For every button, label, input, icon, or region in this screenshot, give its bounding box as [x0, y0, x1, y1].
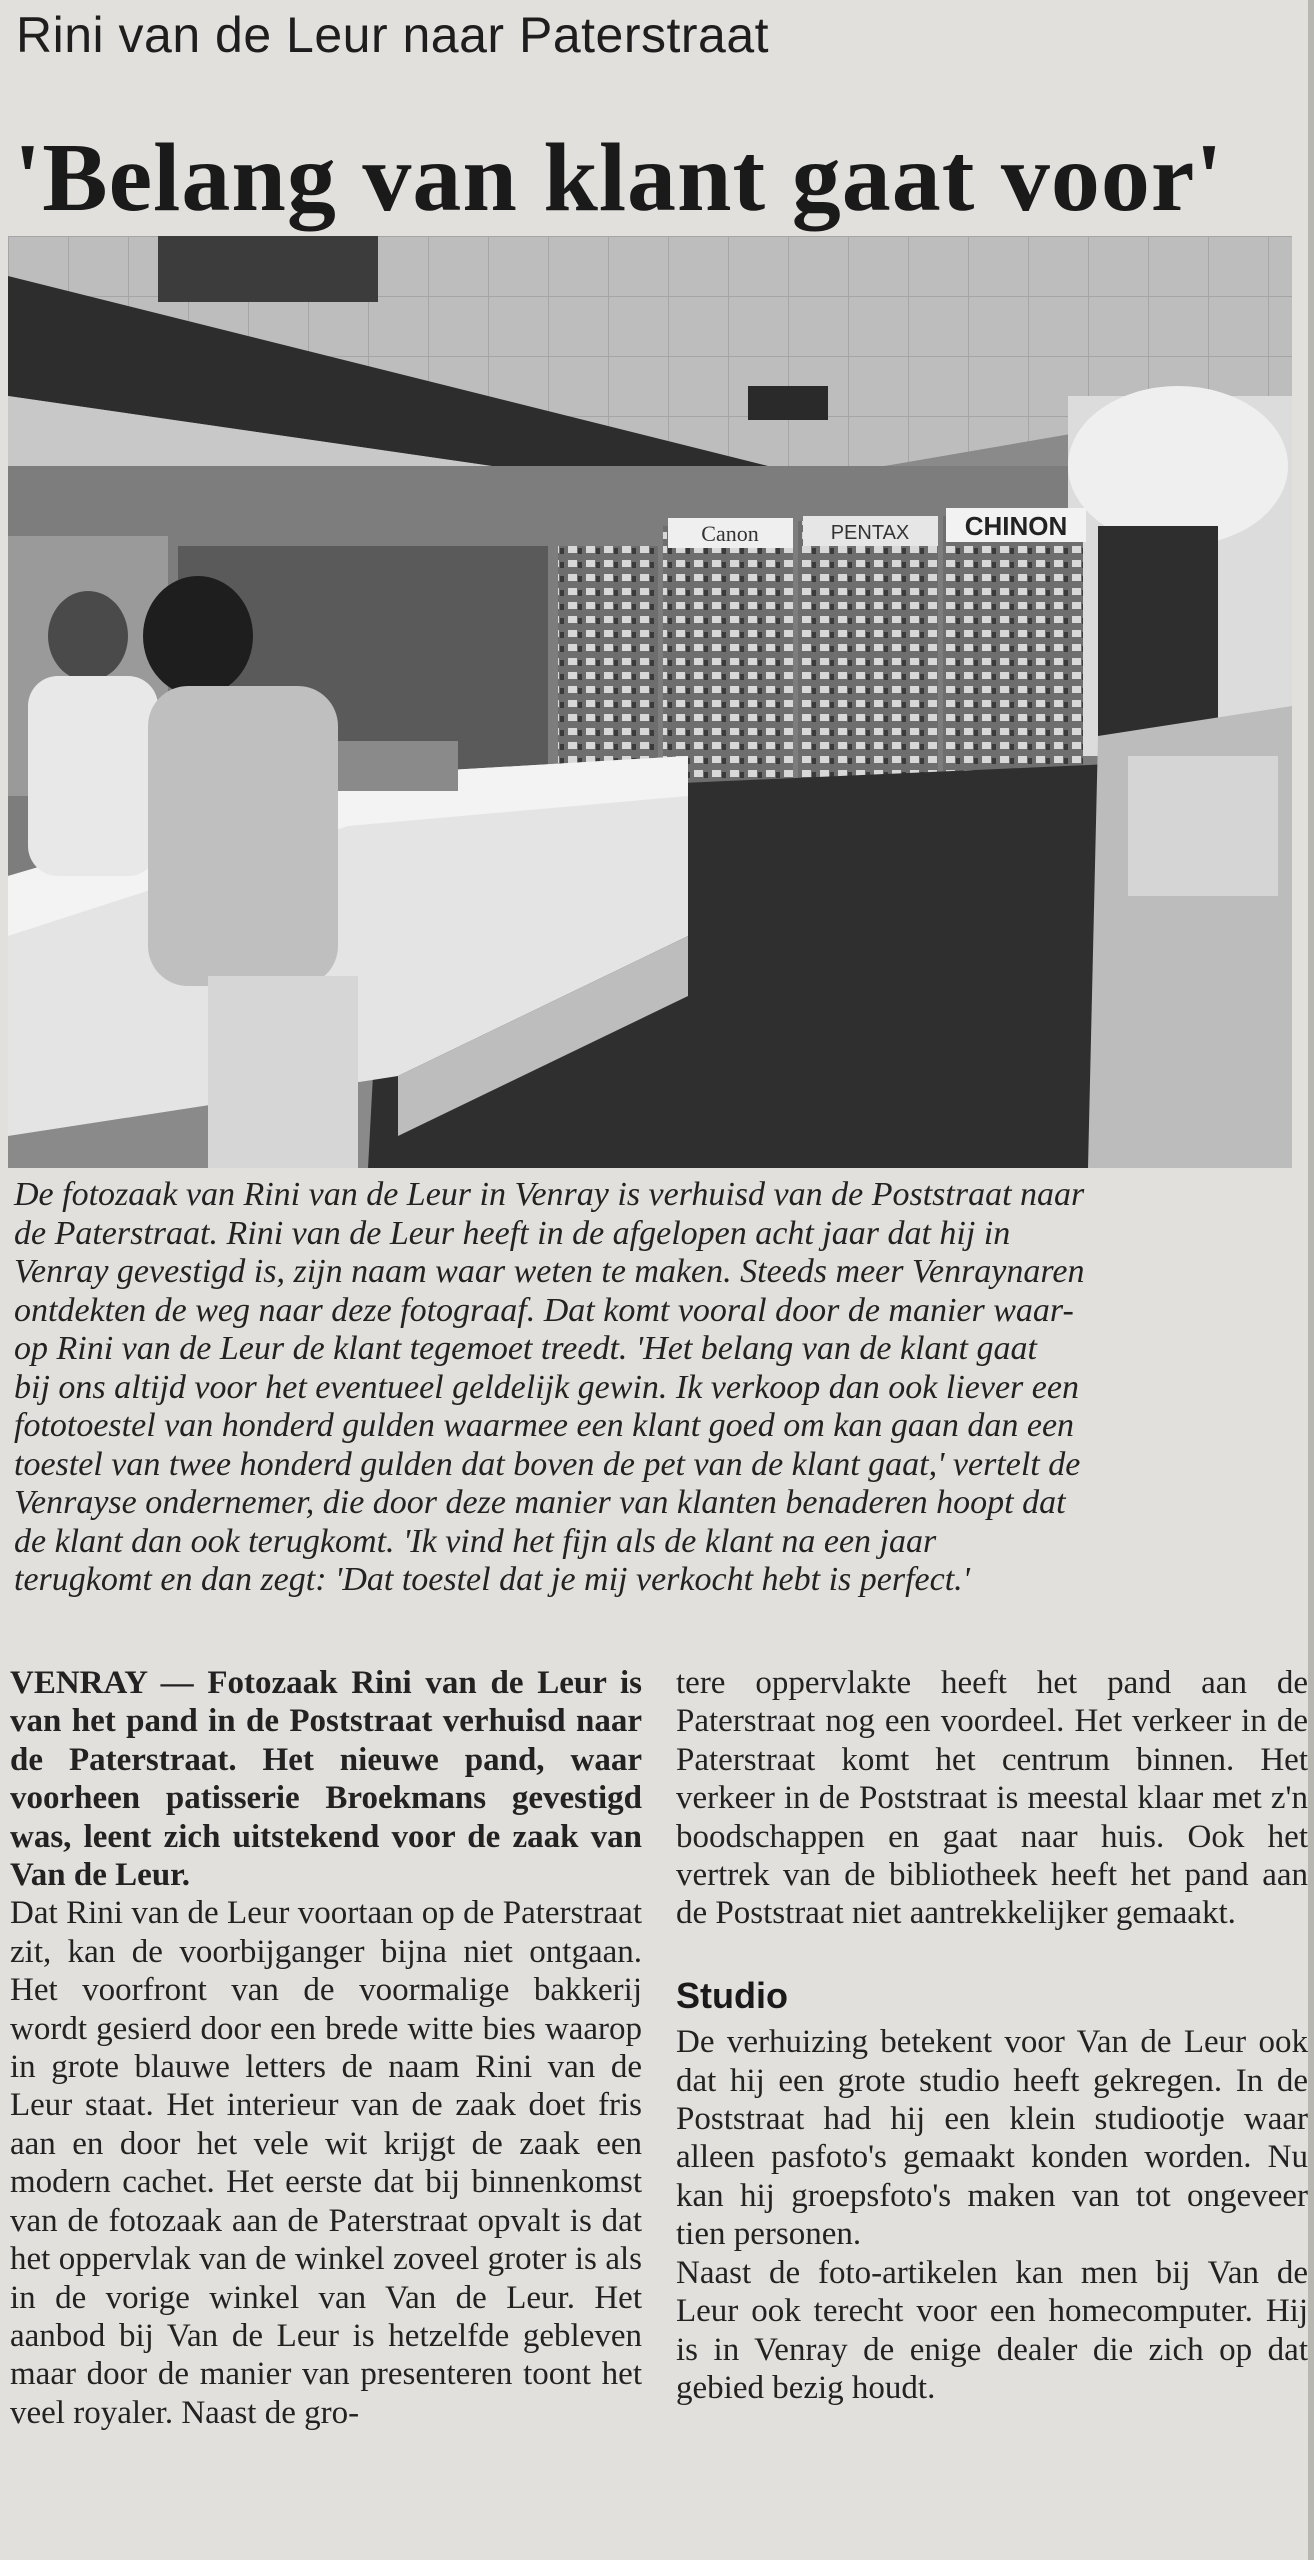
article-paragraph: De verhuizing betekent voor Van de Leur ook dat hij een grote studio heeft gekregen. In de Poststraat had hij een klein studiootje waar alleen pasfoto's gemaakt konden worden. Nu kan hij groepsfoto's maken van tot ongeveer tien personen. — [676, 2024, 1308, 2253]
photo-sign-chinon: CHINON — [964, 511, 1068, 541]
caption-line: Venray gevestigd is, zijn naam waar weten te maken. Steeds meer Venraynaren — [14, 1253, 1085, 1290]
article-column-left — [10, 1664, 642, 2432]
article-paragraph: Naast de foto-artikelen kan men bij Van de Leur ook terecht voor een homecomputer. Hij is in Venray de enige dealer die zich op dat gebied bezig houdt. — [676, 2254, 1308, 2406]
article-paragraph: tere oppervlakte heeft het pand aan de Paterstraat nog een voordeel. Het verkeer in de Paterstraat komt het centrum binnen. Het verkeer in de Poststraat is meestal klaar met z'n boodschappen en gaat naar huis. Ook het vertrek van de bibliotheek heeft het pand aan de Poststraat niet aantrekkelijker gemaakt. — [676, 1665, 1308, 1932]
photo-sign-pentax: PENTAX — [830, 522, 910, 544]
article-kicker: Rini van de Leur naar Paterstraat — [16, 7, 770, 63]
caption-line: de Paterstraat. Rini van de Leur heeft in de afgelopen acht jaar dat hij in — [14, 1214, 1011, 1252]
caption-line: terugkomt en dan zegt: 'Dat toestel dat je mij verkocht hebt is perfect.' — [14, 1561, 970, 1598]
photo-illustration — [8, 236, 1292, 1168]
article-subhead: Studio — [676, 1974, 788, 2016]
article-headline: 'Belang van klant gaat voor' — [14, 124, 1224, 232]
store-interior-photo — [8, 236, 1292, 1168]
caption-line: De fotozaak van Rini van de Leur in Venray is verhuisd van de Poststraat naar — [14, 1176, 1085, 1213]
photo-sign-canon: Canon — [701, 521, 759, 546]
clipping-edge — [1308, 0, 1314, 2560]
article-lead: VENRAY — Fotozaak Rini van de Leur is van het pand in de Poststraat verhuisd naar de Paterstraat. Het nieuwe pand, waar voorheen patisserie Broekmans gevestigd was, leent zich uitstekend voor de zaak van Van de Leur. — [10, 1665, 642, 1894]
caption-line: op Rini van de Leur de klant tegemoet treedt. 'Het belang van de klant gaat — [14, 1330, 1037, 1367]
caption-line: de klant dan ook terugkomt. 'Ik vind het fijn als de klant na een jaar — [14, 1522, 937, 1560]
article-paragraph: Dat Rini van de Leur voortaan op de Paterstraat zit, kan de voorbijganger bijna niet ontgaan. Het voorfront van de voormalige bakkerij wordt gesierd door een brede witte bies waarop in grote blauwe letters de naam Rini van de Leur staat. Het interieur van de zaak doet fris aan en door het vele wit krijgt de zaak een modern cachet. Het eerste dat bij binnenkomst van de fotozaak aan de Paterstraat opvalt is dat het oppervlak van de winkel zoveel groter is als in de vorige winkel van Van de Leur. Het aanbod bij Van de Leur is hetzelfde gebleven maar door de manier van presenteren toont het veel royaler. Naast de gro- — [10, 1895, 642, 2431]
caption-line: ontdekten de weg naar deze fotograaf. Dat komt vooral door de manier waar- — [14, 1291, 1074, 1329]
caption-line: bij ons altijd voor het eventueel geldelijk gewin. Ik verkoop dan ook liever een — [14, 1368, 1079, 1406]
caption-line: Venrayse ondernemer, die door deze manier van klanten benaderen hoopt dat — [14, 1484, 1066, 1521]
photo-caption — [14, 1176, 1304, 1600]
article-column-right — [676, 1664, 1308, 2407]
caption-line: fototoestel van honderd gulden waarmee een klant goed om kan gaan dan een — [14, 1407, 1075, 1444]
caption-line: toestel van twee honderd gulden dat boven de pet van de klant gaat,' vertelt de — [14, 1445, 1081, 1483]
